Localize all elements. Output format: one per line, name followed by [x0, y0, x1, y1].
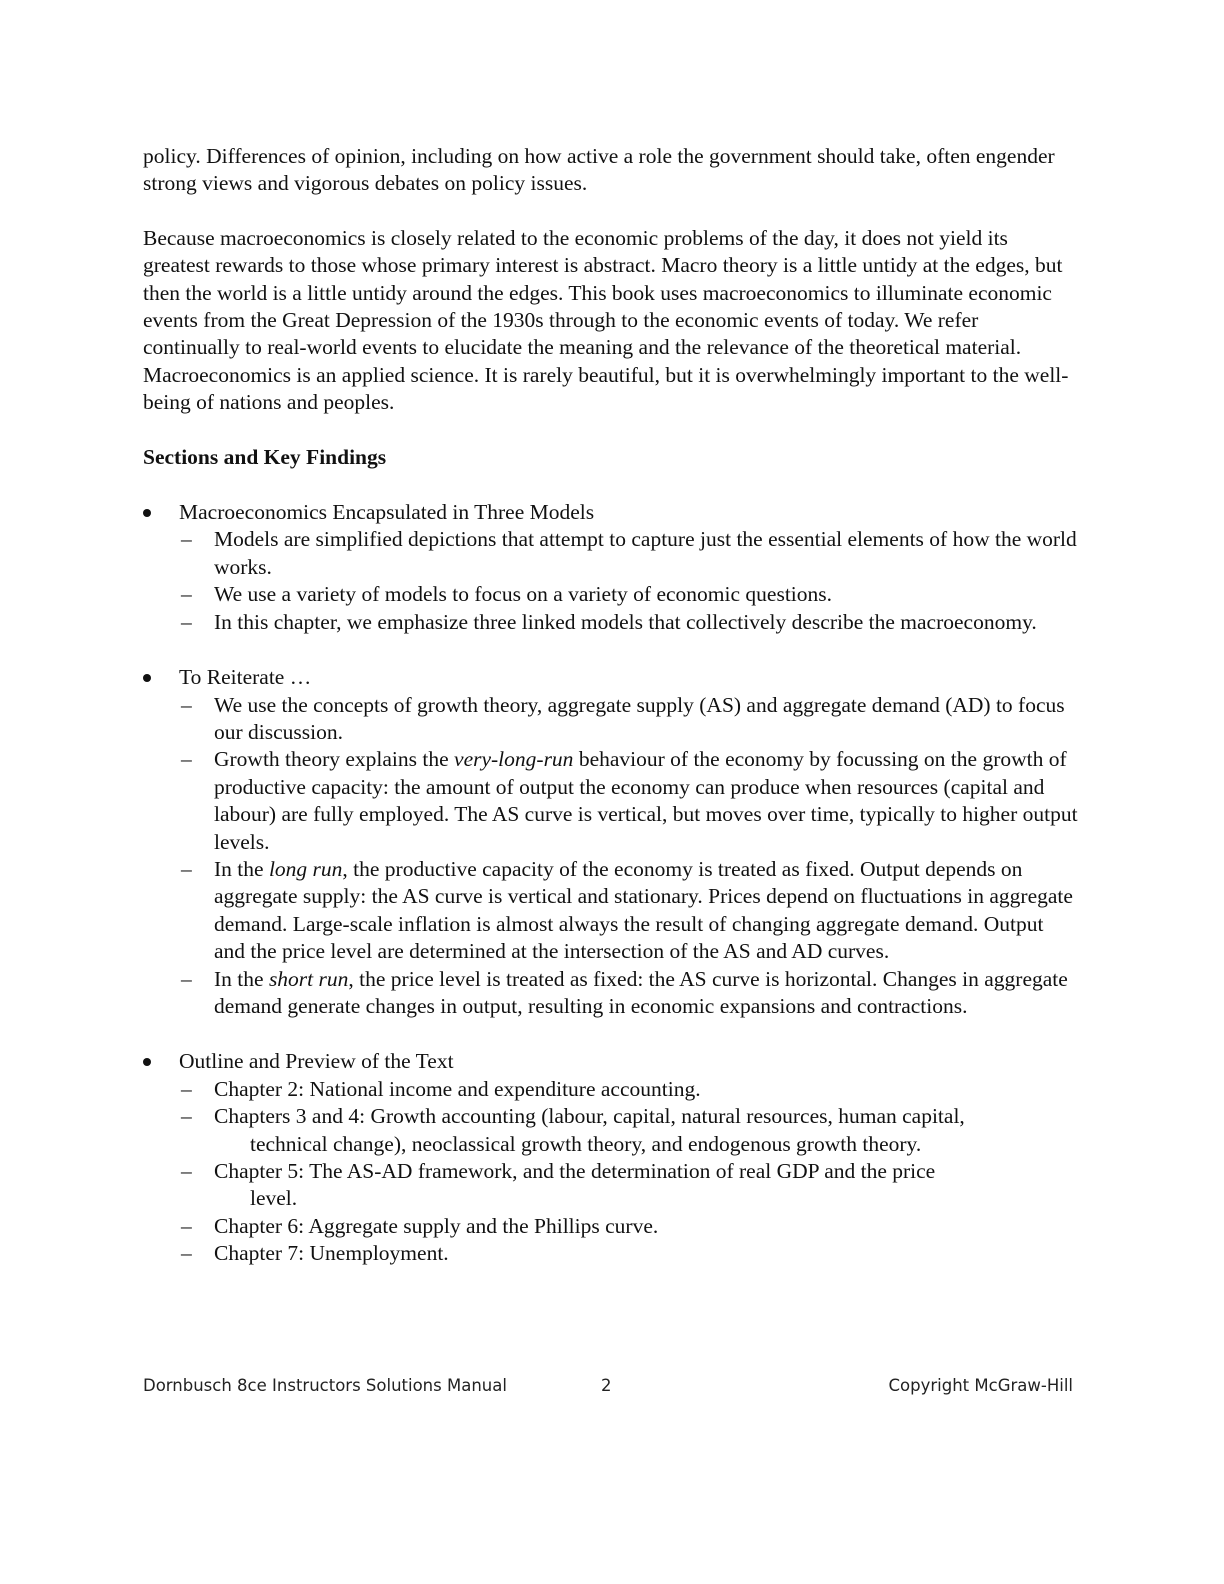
list-item: – Chapter 6: Aggregate supply and the Phillips curve. — [143, 1213, 1078, 1240]
sub-list — [143, 526, 1078, 636]
paragraph-macroeconomics: Because macroeconomics is closely related to the economic problems of the day, it does not yield its greatest rewards to those whose primary interest is abstract. Macro theory is a little untidy at the edges, but then the world is a little untidy around the edges. This book uses macroeconomics to illuminate economic events from the Great Depression of the 1930s through to the economic events of today. We refer continually to real-world events to elucidate the meaning and the relevance of the theoretical material. Macroeconomics is an applied science. It is rarely beautiful, but it is overwhelmingly important to the well-being of nations and peoples. — [143, 225, 1069, 415]
list-item: – We use the concepts of growth theory, aggregate supply (AS) and aggregate demand (AD) to focus our discussion. — [181, 692, 1065, 744]
list-item: – Chapter 7: Unemployment. — [143, 1240, 1078, 1267]
page-number: 2 — [601, 1376, 612, 1395]
list-item: – In this chapter, we emphasize three linked models that collectively describe the macroeconomy. — [143, 609, 1078, 636]
dash-icon: – — [181, 1104, 192, 1129]
bullet-item — [143, 1048, 1078, 1075]
bullet-dot-icon — [143, 664, 157, 691]
sub-list — [143, 1076, 1078, 1268]
dash-icon: – — [181, 747, 192, 772]
dash-icon: – — [181, 1241, 192, 1266]
dash-icon: – — [181, 609, 192, 634]
list-item: – Growth theory explains the very-long-run behaviour of the economy by focussing on the growth of productive capacity: the amount of output the economy can produce when resources (capital and labour) are fully employed. The AS curve is vertical, but moves over time, typically to higher output levels. — [181, 747, 1078, 854]
list-item: – In the long run, the productive capacity of the economy is treated as fixed. Output depends on aggregate supply: the AS curve is vertical and stationary. Prices depend on fluctuations in aggregate demand. Large-scale inflation is almost always the result of changing aggregate demand. Output and the price level are determined at the intersection of the AS and AD curves. — [181, 856, 1073, 964]
dash-icon: – — [181, 856, 192, 881]
dash-icon: – — [181, 582, 192, 607]
emphasis: long run — [268, 856, 343, 881]
bullet-dot-icon — [143, 1048, 157, 1075]
sub-list — [143, 692, 1078, 1021]
footer-copyright: Copyright McGraw-Hill — [888, 1376, 1073, 1395]
bullet-item — [143, 499, 1078, 526]
dash-icon: – — [181, 966, 192, 991]
bullet-title: Outline and Preview of the Text — [179, 1049, 454, 1074]
bullet-title: To Reiterate … — [179, 665, 312, 690]
dash-icon: – — [181, 692, 192, 717]
dash-icon: – — [181, 1076, 192, 1101]
bullet-section-models — [143, 499, 1078, 636]
dash-icon: – — [181, 1159, 192, 1183]
list-item: – Chapter 5: The AS-AD framework, and the determination of real GDP and the price level. — [181, 1159, 936, 1211]
bullet-title: Macroeconomics Encapsulated in Three Models — [179, 500, 595, 525]
list-item: – Chapter 2: National income and expenditure accounting. — [143, 1076, 1078, 1103]
bullet-item — [143, 664, 1078, 691]
section-heading: Sections and Key Findings — [143, 444, 387, 469]
bullet-section-reiterate — [143, 664, 1078, 1020]
dash-icon: – — [181, 527, 192, 552]
bullet-dot-icon — [143, 499, 157, 526]
footer-title: Dornbusch 8ce Instructors Solutions Manual — [143, 1376, 507, 1395]
emphasis: short run — [268, 966, 349, 991]
bullet-section-outline — [143, 1048, 1078, 1267]
list-item: – In the short run, the price level is treated as fixed: the AS curve is horizontal. Changes in aggregate demand generate changes in output, resulting in economic expansions and contractions. — [181, 966, 1068, 1018]
list-item: – Models are simplified depictions that attempt to capture just the essential elements of how the world works. — [181, 527, 1077, 579]
list-item: – We use a variety of models to focus on a variety of economic questions. — [143, 581, 1078, 608]
document-body — [143, 143, 1078, 1296]
emphasis: very-long-run — [454, 747, 574, 772]
paragraph-intro: policy. Differences of opinion, including on how active a role the government should take, often engender strong views and vigorous debates on policy issues. — [143, 144, 1055, 196]
dash-icon: – — [181, 1213, 192, 1238]
list-item: – Chapters 3 and 4: Growth accounting (labour, capital, natural resources, human capital, technical change), neoclassical growth theory, and endogenous growth theory. — [181, 1104, 965, 1156]
